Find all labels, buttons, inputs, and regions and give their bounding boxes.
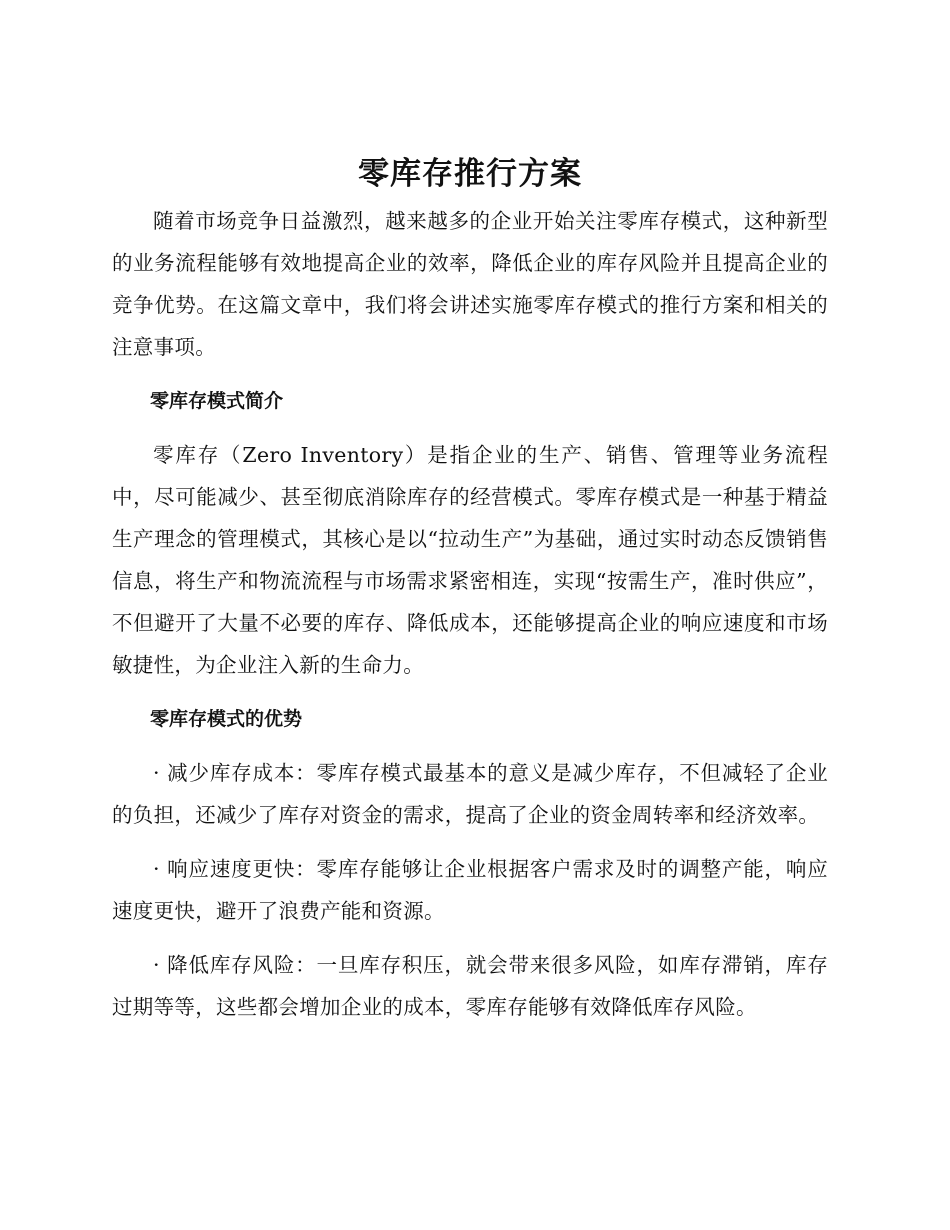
intro-paragraph: 随着市场竞争日益激烈，越来越多的企业开始关注零库存模式，这种新型的业务流程能够有效地提高企业的效率，降低企业的库存风险并且提高企业的竞争优势。在这篇文章中，我们将会讲述实施零库存模式的推行方案和相关的注意事项。 [112,209,828,359]
document-title: 零库存推行方案 [358,156,582,192]
document-page [112,150,828,1028]
advantage-item-speed: · 响应速度更快：零库存能够让企业根据客户需求及时的调整产能，响应速度更快，避开了浪费产能和资源。 [112,857,828,923]
advantage-item-cost: · 减少库存成本：零库存模式最基本的意义是减少库存，不但减轻了企业的负担，还减少了库存对资金的需求，提高了企业的资金周转率和经济效率。 [112,761,828,827]
section-heading-intro: 零库存模式简介 [150,390,284,412]
section-heading-advantages: 零库存模式的优势 [150,708,303,730]
section-paragraph-definition: 零库存（Zero Inventory）是指企业的生产、销售、管理等业务流程中，尽可能减少、甚至彻底消除库存的经营模式。零库存模式是一种基于精益生产理念的管理模式，其核心是以“拉动生产”为基础，通过实时动态反馈销售信息，将生产和物流流程与市场需求紧密相连，实现“按需生产，准时供应”，不但避开了大量不必要的库存、降低成本，还能够提高企业的响应速度和市场敏捷性，为企业注入新的生命力。 [112,443,828,677]
advantage-item-risk: · 降低库存风险：一旦库存积压，就会带来很多风险，如库存滞销，库存过期等等，这些都会增加企业的成本，零库存能够有效降低库存风险。 [112,953,828,1019]
